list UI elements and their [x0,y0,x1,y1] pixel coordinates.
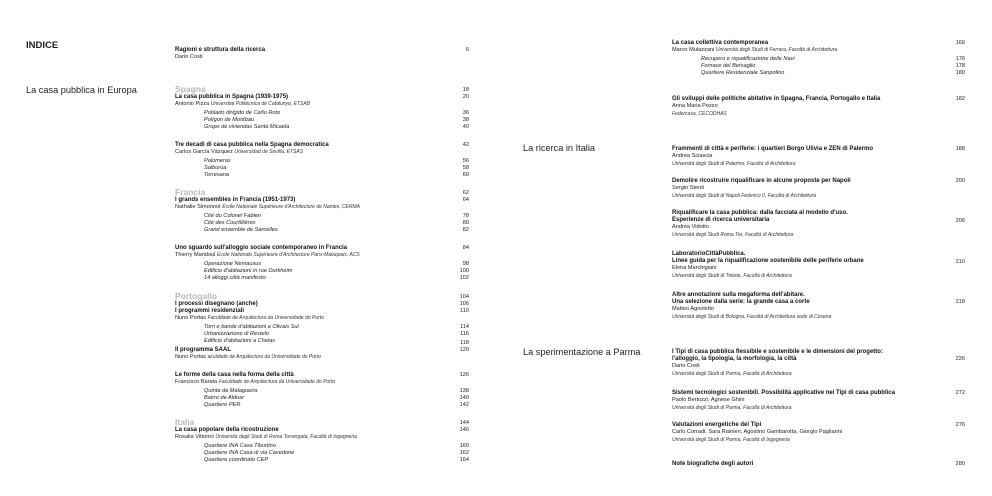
toc-entry-title[interactable]: I programmi residenziali [175,308,245,314]
toc-entry-title[interactable]: Altre annotazioni sulla megaforma dell'abitare. [672,292,805,298]
author-name: Antonio Pizza [175,101,210,107]
toc-entry-title[interactable]: I Tipi di casa pubblica flessibile e sostenibile e le dimensioni del progetto: [672,349,883,355]
page-number: 126 [459,372,469,378]
author-name: Nuno Portas [175,315,207,321]
country-label-francia: Francia [175,187,206,197]
country-label-portogallo: Portogallo [175,291,218,301]
toc-entry-title[interactable]: Valutazioni energetiche dei Tipi [672,422,762,428]
toc-entry-title[interactable]: Demolire ricostruire riqualificare in alcune proposte per Napoli [672,178,851,184]
page-number: 166 [955,40,965,46]
toc-entry-author [175,315,324,322]
toc-entry-author: Dario Costi [672,363,700,369]
author-affiliation: École Nationale Supérieure d'Architecture de Nantes, CERMA [222,204,360,210]
page-number: 62 [462,190,469,196]
toc-entry-title[interactable]: LaboratorioCittàPubblica. [672,251,746,257]
toc-entry-title[interactable]: Frammenti di città e periferie: i quartieri Borgo Ulivia e ZEN di Palermo [672,146,874,152]
page-number: 200 [955,178,965,184]
toc-subentry[interactable]: Quartiere INA Casa Tiburtino [204,443,276,449]
toc-entry-title[interactable]: Il programma SAAL [175,347,232,353]
toc-entry-author [175,101,310,108]
page-number: 40 [462,124,469,130]
toc-subentry[interactable]: Salburúa [204,165,227,171]
page-number: 18 [462,87,469,93]
page-number: 144 [459,420,469,426]
toc-subentry[interactable]: Quartiere coordinato CEP [204,457,269,463]
toc-entry-title[interactable]: Una selezione dalla serie: la grande casa a corte [672,299,810,305]
toc-entry-author [175,434,357,441]
toc-entry-author: Sergio Stenti [672,185,705,191]
author-affiliation: Universitat Politècnica de Catalunya, ETSAB [210,101,310,107]
page-number: 118 [460,340,469,346]
page-number: 138 [459,388,469,394]
toc-entry-title[interactable]: La casa pubblica in Spagna (1939-1975) [175,94,289,100]
page-number: 280 [955,461,965,467]
page-number: 78 [462,213,469,219]
page-number: 164 [459,457,469,463]
toc-subentry[interactable]: Torresana [204,172,229,178]
toc-subentry[interactable]: Quinta da Malagueira [204,388,258,394]
toc-entry-title[interactable]: Riqualificare la casa pubblica: dalla facciata al modello d'uso. [672,210,848,216]
author-affiliation: Università degli Studi Roma Tre, Facoltà di Architettura [672,232,794,238]
page-number: 82 [462,227,469,233]
country-label-spagna: Spagna [175,84,206,94]
toc-entry-title[interactable]: Ragioni e struttura della ricerca [175,47,266,53]
section-title-europa: La casa pubblica in Europa [26,85,137,95]
author-affiliation: École Nationale Supérieure d'Architecture Paris-Malaquais, ACS [216,252,360,258]
author-affiliation: Federcasa, CECODHAS [672,111,727,117]
toc-subentry[interactable]: Operazione Nemausus [204,261,262,267]
toc-entry-title[interactable]: Le forme della casa nella forma della città [175,372,294,378]
page-number: 276 [955,422,965,428]
toc-subentry[interactable]: Quartiere INA Casa di via Cavedone [204,450,295,456]
page-number: 178 [955,63,965,69]
toc-entry-title[interactable]: Esperienze di ricerca universitaria [672,217,770,223]
toc-subentry[interactable]: Cité des Courtillières [204,220,256,226]
author-affiliation: Università degli Studi di Parma, Facoltà di Ingegneria [672,437,790,443]
toc-entry-title[interactable]: La casa collettiva contemporanea [672,40,769,46]
author-affiliation: Faculdade de Arquitectura da Universidade do Porto [218,379,336,385]
section-title-parma: La sperimentazione a Parma [523,347,641,357]
toc-subentry[interactable]: Poblado dirigido de Caño Roto [204,110,281,116]
country-label-italia: Italia [175,417,195,427]
page-number: 100 [459,268,469,274]
page-number: 120 [459,347,469,353]
page-number: 142 [459,402,469,408]
page-number: 110 [460,308,469,314]
author-affiliation: Università degli Studi di Bologna, Facoltà di Architettura sede di Cesena [672,314,832,320]
page-number: 106 [459,301,469,307]
toc-entry-title[interactable]: Note biografiche degli autori [672,461,754,467]
page-number: 20 [462,94,469,100]
toc-entry-author [672,47,837,54]
page-number: 102 [459,275,469,281]
toc-entry-title[interactable]: Tre decadi di casa pubblica nella Spagna democratica [175,142,329,148]
page-number: 218 [955,299,965,305]
toc-subentry[interactable]: Grand ensemble de Sarcelles [204,227,278,233]
page-number: 160 [459,443,469,449]
page-number: 146 [459,427,469,433]
toc-entry-author: Andrea Sciascia [672,153,713,159]
toc-subentry[interactable]: Quartiere Residenziale Sanpolino [701,70,785,76]
page-number: 38 [462,117,469,123]
toc-subentry[interactable]: 14 alloggi città manifesto [204,275,266,281]
toc-entry-title[interactable]: I processi disegnano (anche) [175,301,258,307]
toc-subentry[interactable]: Edificio d'abitazioni in rue Durkheim [204,268,293,274]
page-number: 176 [955,56,965,62]
toc-subentry[interactable]: Bairro de Aldoar [204,395,245,401]
toc-entry-author: Anna Maria Pozzo [672,103,718,109]
toc-subentry[interactable]: Recupero e riqualificazione delle Navi [701,56,795,62]
toc-subentry[interactable]: Polígon de Montbau [204,117,255,123]
author-affiliation: Faculdade de Arquitectura da Universidade do Porto [207,315,324,321]
toc-subentry[interactable]: Grupo de viviendas Santa Micaela [204,124,290,130]
author-name: Carlos García Vázquez [175,149,233,155]
page-number: 42 [462,142,469,148]
page-number: 182 [955,96,965,102]
toc-subentry[interactable]: Urbanizzazione di Restelo [204,331,269,337]
page-number: 58 [462,165,469,171]
page-number: 36 [462,110,469,116]
page-number: 188 [955,146,965,152]
page-number: 140 [459,395,469,401]
page-number: 210 [955,259,965,265]
toc-entry-author: Carlo Corradi, Sara Rainieri, Agostino Gambarotta, Giorgio Pagliarini [672,429,843,435]
author-name: Francisco Barata [175,379,218,385]
toc-entry-title[interactable]: Gli sviluppi delle politiche abitative in Spagna, Francia, Portogallo e Italia [672,96,881,102]
page-number: 60 [462,172,469,178]
toc-entry-author [175,379,335,386]
toc-subentry[interactable]: Palomeras [204,158,231,164]
author-affiliation: Università degli Studi di Palermo, Facoltà di Architettura [672,161,796,167]
author-name: Nathalie Simonnot [175,204,221,210]
toc-entry-title[interactable]: Linee guida per la riqualificazione sostenibile delle periferie urbane [672,258,864,264]
page-number: 272 [955,390,965,396]
page-number: 206 [955,218,965,224]
toc-subentry[interactable]: Cité du Colonel Fabien [204,213,261,219]
page-number: 98 [462,261,469,267]
toc-entry-author: Andrea Vidotto [672,224,709,230]
toc-entry-author [175,354,321,361]
toc-entry-title[interactable]: l'alloggio, la tipologia, la morfologia, la città [672,356,797,362]
toc-subentry[interactable]: Edificio d'abitazioni a Chelas [204,338,276,344]
page-number: 104 [459,294,469,300]
toc-entry-title[interactable]: La casa popolare della ricostruzione [175,427,279,433]
page-number: 162 [459,450,469,456]
author-affiliation: Università degli Studi di Roma Torvergata, Facoltà di Ingegneria [215,434,357,440]
page-number: 180 [955,70,965,76]
author-affiliation: Università degli Studi di Ferrara, Facoltà di Architettura [715,47,838,53]
author-name: Marco Mulazzani [672,47,715,53]
author-name: Nuno Portas [175,354,207,360]
toc-entry-author: Paolo Bertozzi, Agnese Ghini [672,397,745,403]
page-number: 226 [955,356,965,362]
page-number: 64 [462,197,469,203]
page-number: 116 [460,331,469,337]
page-number: 114 [460,324,469,330]
toc-entry-author [175,252,360,259]
author-affiliation: Università degli Studi di Trieste, Facoltà di Architettura [672,273,792,279]
toc-entry-author: Dario Costi [175,54,203,60]
toc-subentry[interactable]: Quartiere PER [204,402,241,408]
toc-subentry[interactable]: Torri e bande d'abitazioni a Olivais Sul [204,324,299,330]
page-number: 80 [462,220,469,226]
author-affiliation: Universidad de Sevilla, ETSAS [234,149,304,155]
toc-entry-author: Elena Marchigiani [672,265,717,271]
page-number: 56 [462,158,469,164]
toc-entry-title[interactable]: I grands ensembles in Francia (1951-1973) [175,197,296,203]
toc-entry-author: Matteo Agnoletto [672,306,714,312]
toc-entry-author [175,204,360,211]
author-affiliation: aculdade de Arquitectura da Universidade do Porto [207,354,321,360]
section-title-ricerca: La ricerca in Italia [523,143,596,153]
page-number: 84 [462,245,469,251]
author-name: Rosalia Vittorini [175,434,214,440]
author-affiliation: Università degli Studi di Parma, Facoltà di Architettura [672,405,792,411]
author-affiliation: Università degli Studi di Parma, Facoltà di Architettura [672,371,792,377]
toc-entry-title[interactable]: Sistemi tecnologici sostenibili. Possibilità applicative nei Tipi di casa pubblica [672,390,895,396]
page-number: 6 [465,47,469,53]
toc-entry-author [175,149,303,156]
toc-entry-title[interactable]: Uno sguardo sull'alloggio sociale contemporaneo in Francia [175,245,348,251]
index-heading: INDICE [26,40,59,51]
author-name: Thierry Mandoul [175,252,216,258]
toc-subentry[interactable]: Fornace del Bersaglio [701,63,756,69]
author-affiliation: Università degli Studi di Napoli Federico II, Facoltà di Architettura [672,193,817,199]
